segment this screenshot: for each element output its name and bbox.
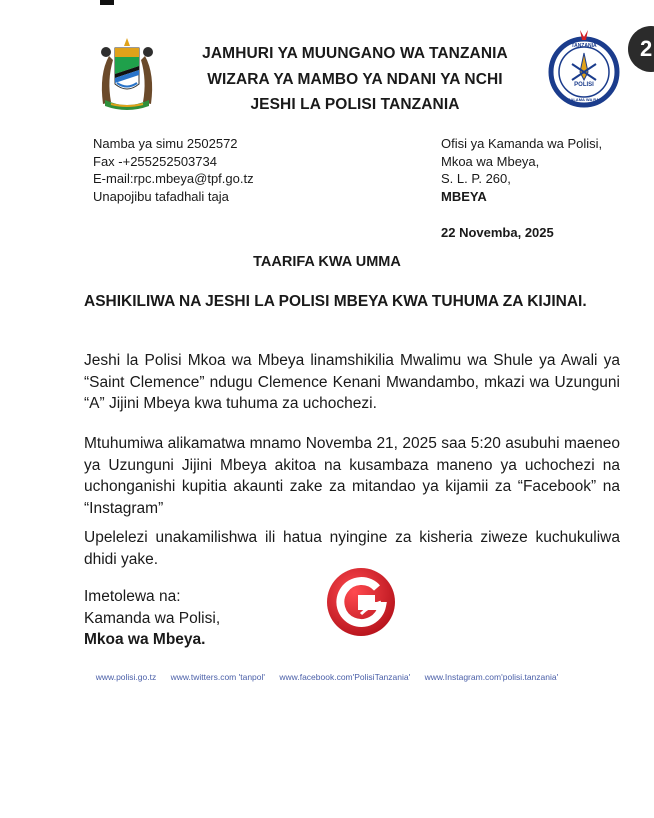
office-line-1: Ofisi ya Kamanda wa Polisi, [441,136,603,151]
contact-fax: Fax -+255252503734 [93,153,217,169]
issued-by-title: Kamanda wa Polisi, [84,609,221,627]
issued-by-block [84,586,220,651]
notification-count: 2 [640,36,653,61]
issued-by-region: Mkoa wa Mbeya. [84,631,206,648]
headline: ASHIKILIWA NA JESHI LA POLISI MBEYA KWA TUHUMA ZA KIJINAI. [84,293,587,310]
footer-link-website[interactable]: www.polisi.go.tz [95,672,157,682]
contact-note: Unapojibu tafadhali taja [93,188,229,204]
document-date: 22 Novemba, 2025 [441,225,554,240]
g-logo-icon [325,566,397,638]
paragraph-1: Jeshi la Polisi Mkoa wa Mbeya linamshikilia Mwalimu wa Shule ya Awali ya “Saint Clemence” ndugu Clemence Kenani Mwandambo, mkazi wa Uzunguni “A” Jijini Mbeya kwa tuhuma za uchochezi. [84,352,620,412]
issued-by-label: Imetolewa na: [84,588,181,605]
footer-link-facebook[interactable]: www.facebook.com'PolisiTanzania' [279,672,411,682]
footer-links [0,672,654,682]
paragraph-3: Upelelezi unakamilishwa ili hatua nyingine za kisheria ziweze kuchukuliwa dhidi yake. [84,529,620,568]
svg-text:USALAMA WA RAIA: USALAMA WA RAIA [564,97,604,102]
office-address-block [441,135,602,205]
contact-block [93,135,254,205]
header-police-force: JESHI LA POLISI TANZANIA [250,96,460,113]
top-edge-mark [100,0,114,5]
footer-link-instagram[interactable]: www.Instagram.com'polisi.tanzania' [424,672,559,682]
contact-email: E-mail:rpc.mbeya@tpf.go.tz [93,171,254,186]
header-ministry: WIZARA YA MAMBO YA NDANI YA NCHI [207,71,503,88]
office-line-2: Mkoa wa Mbeya, [441,153,540,169]
announcement-title: TAARIFA KWA UMMA [253,254,401,270]
notification-badge[interactable] [628,26,654,72]
office-city: MBEYA [441,188,487,204]
contact-phone: Namba ya simu 2502572 [93,136,238,151]
footer-link-twitter[interactable]: www.twitters.com 'tanpol' [170,672,266,682]
header-republic: JAMHURI YA MUUNGANO WA TANZANIA [202,45,508,62]
paragraph-2: Mtuhumiwa alikamatwa mnamo Novemba 21, 2025 saa 5:20 asubuhi maeneo ya Uzunguni Jijini Mbeya akitoa na kusambaza maneno ya uchochezi na uchonganishi kupitia akaunti zake za mitandao ya kijamii za “Facebook” na “Instagram” [84,435,620,517]
office-line-3: S. L. P. 260, [441,171,511,186]
svg-text:POLISI: POLISI [574,82,594,88]
svg-text:TANZANIA: TANZANIA [571,43,597,49]
